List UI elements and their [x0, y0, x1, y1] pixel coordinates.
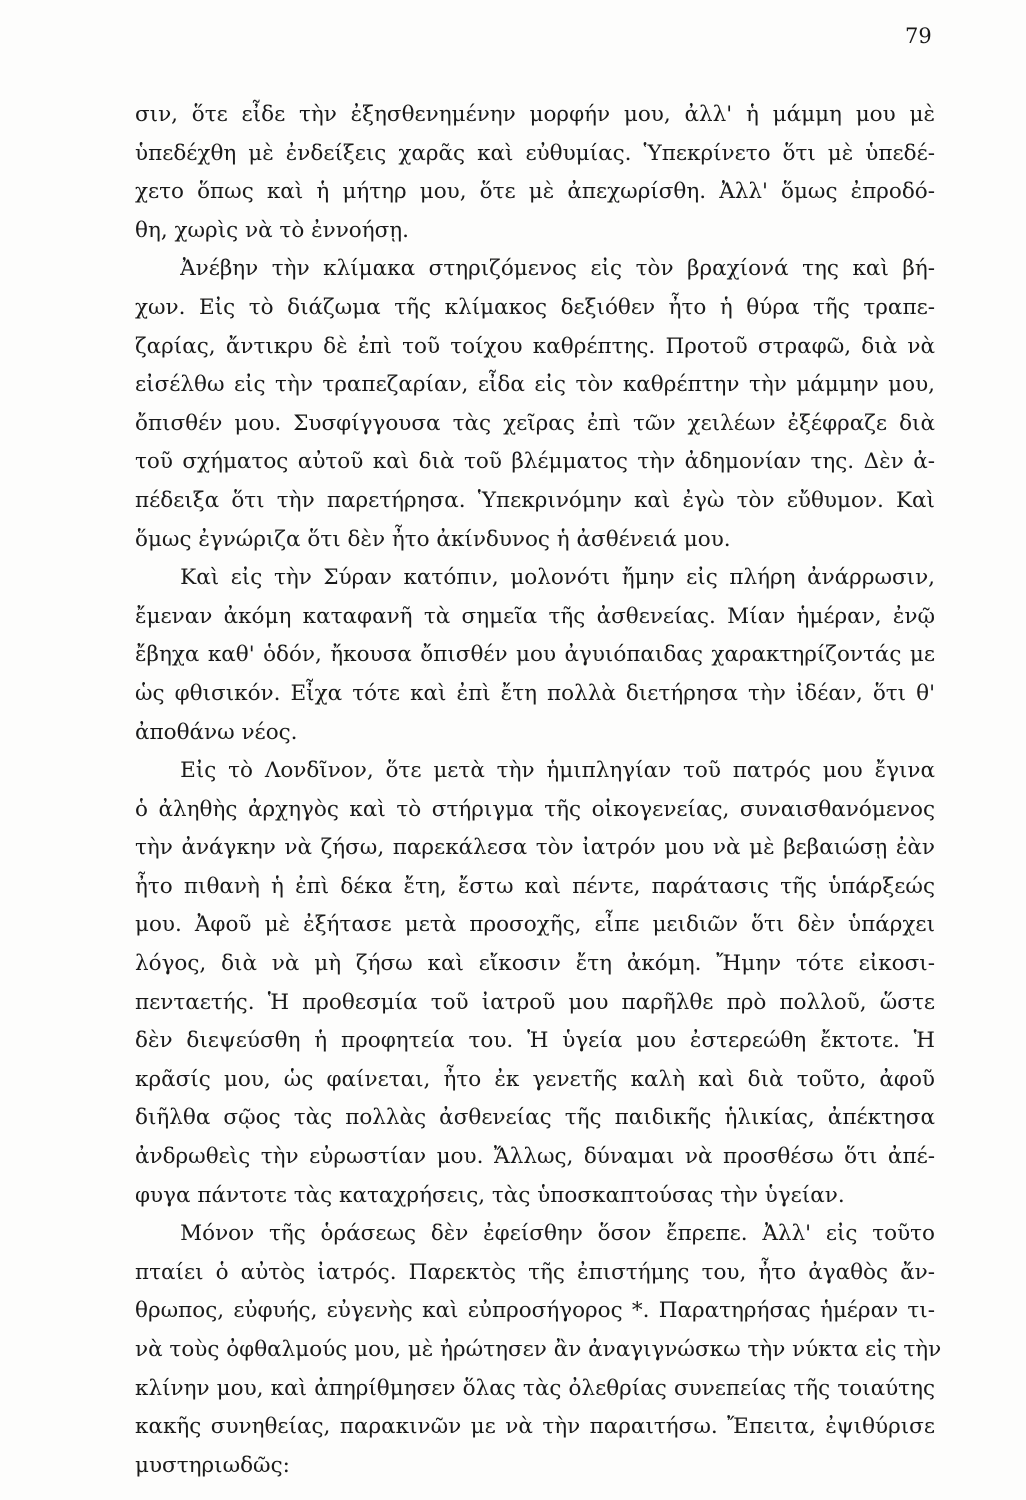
text-line: ἀποθάνω νέος.: [135, 719, 298, 745]
text-line: μυστηριωδῶς:: [135, 1452, 290, 1478]
text-line: σιν, ὅτε εἶδε τὴν ἐξησθενημένην μορφήν μου, ἀλλ' ἡ μάμμη μου μὲ: [135, 102, 935, 127]
text-line: πταίει ὁ αὐτὸς ἰατρός. Παρεκτὸς τῆς ἐπιστήμης του, ἦτο ἀγαθὸς ἄν-: [135, 1259, 935, 1285]
text-line: φυγα πάντοτε τὰς καταχρήσεις, τὰς ὑποσκαπτούσας τὴν ὑγείαν.: [135, 1182, 845, 1208]
text-line: ἀνδρωθεὶς τὴν εὐρωστίαν μου. Ἄλλως, δύναμαι νὰ προσθέσω ὅτι ἀπέ-: [135, 1144, 935, 1170]
text-line: Καὶ εἰς τὴν Σύραν κατόπιν, μολονότι ἤμην εἰς πλήρη ἀνάρρωσιν,: [180, 565, 935, 591]
text-line: διῆλθα σῷος τὰς πολλὰς ἀσθενείας τῆς παιδικῆς ἡλικίας, ἀπέκτησα: [135, 1105, 935, 1131]
text-line: θη, χωρὶς νὰ τὸ ἐννοήσῃ.: [135, 217, 409, 243]
text-line: κρᾶσίς μου, ὡς φαίνεται, ἦτο ἐκ γενετῆς καλὴ καὶ διὰ τοῦτο, ἀφοῦ: [135, 1066, 935, 1092]
text-line: χετο ὅπως καὶ ἡ μήτηρ μου, ὅτε μὲ ἀπεχωρίσθη. Ἀλλ' ὅμως ἐπροδό-: [135, 179, 935, 205]
text-line: πέδειξα ὅτι τὴν παρετήρησα. Ὑπεκρινόμην καὶ ἐγὼ τὸν εὔθυμον. Καὶ: [135, 487, 935, 513]
text-line: εἰσέλθω εἰς τὴν τραπεζαρίαν, εἶδα εἰς τὸν καθρέπτην τὴν μάμμην μου,: [135, 372, 935, 398]
text-line: Εἰς τὸ Λονδῖνον, ὅτε μετὰ τὴν ἡμιπληγίαν τοῦ πατρός μου ἔγινα: [180, 758, 935, 784]
text-line: ἔβηχα καθ' ὁδόν, ἤκουσα ὄπισθέν μου ἀγυιόπαιδας χαρακτηρίζοντάς με: [135, 642, 935, 668]
text-line: κλίνην μου, καὶ ἀπηρίθμησεν ὅλας τὰς ὀλεθρίας συνεπείας τῆς τοιαύτης: [135, 1375, 935, 1401]
text-line: Μόνον τῆς ὁράσεως δὲν ἐφείσθην ὅσον ἔπρεπε. Ἀλλ' εἰς τοῦτο: [180, 1221, 935, 1247]
text-line: ἦτο πιθανὴ ἡ ἐπὶ δέκα ἔτη, ἔστω καὶ πέντε, παράτασις τῆς ὑπάρξεώς: [135, 873, 935, 899]
text-line: ὡς φθισικόν. Εἶχα τότε καὶ ἐπὶ ἔτη πολλὰ διετήρησα τὴν ἰδέαν, ὅτι θ': [135, 680, 935, 706]
text-line: νὰ τοὺς ὀφθαλμούς μου, μὲ ἠρώτησεν ἂν ἀναγιγνώσκω τὴν νύκτα εἰς τὴν: [135, 1337, 942, 1362]
text-line: τοῦ σχήματος αὐτοῦ καὶ διὰ τοῦ βλέμματος τὴν ἀδημονίαν της. Δὲν ἀ-: [135, 449, 935, 475]
text-line: δὲν διεψεύσθη ἡ προφητεία του. Ἡ ὑγεία μου ἐστερεώθη ἔκτοτε. Ἡ: [135, 1028, 935, 1054]
body-text: [135, 96, 942, 1485]
text-line: τὴν ἀνάγκην νὰ ζήσω, παρεκάλεσα τὸν ἰατρόν μου νὰ μὲ βεβαιώσῃ ἐὰν: [135, 835, 935, 861]
text-line: ὁ ἀληθὴς ἀρχηγὸς καὶ τὸ στήριγμα τῆς οἰκογενείας, συναισθανόμενος: [135, 796, 935, 822]
text-line: ὑπεδέχθη μὲ ἐνδείξεις χαρᾶς καὶ εὐθυμίας. Ὑπεκρίνετο ὅτι μὲ ὑπεδέ-: [135, 140, 935, 166]
text-line: λόγος, διὰ νὰ μὴ ζήσω καὶ εἴκοσιν ἔτη ἀκόμη. Ἤμην τότε εἰκοσι-: [135, 951, 935, 977]
text-line: Ἀνέβην τὴν κλίμακα στηριζόμενος εἰς τὸν βραχίονά της καὶ βή-: [180, 256, 935, 282]
text-line: ἔμεναν ἀκόμη καταφανῆ τὰ σημεῖα τῆς ἀσθενείας. Μίαν ἡμέραν, ἐνῷ: [135, 603, 935, 629]
page-number: 79: [905, 24, 932, 48]
text-line: κακῆς συνηθείας, παρακινῶν με νὰ τὴν παραιτήσω. Ἔπειτα, ἐψιθύρισε: [135, 1414, 935, 1440]
text-line: χων. Εἰς τὸ διάζωμα τῆς κλίμακος δεξιόθεν ἦτο ἡ θύρα τῆς τραπε-: [135, 294, 935, 320]
text-line: πενταετής. Ἡ προθεσμία τοῦ ἰατροῦ μου παρῆλθε πρὸ πολλοῦ, ὥστε: [135, 989, 935, 1015]
text-line: θρωπος, εὐφυής, εὐγενὴς καὶ εὐπροσήγορος *. Παρατηρήσας ἡμέραν τι-: [135, 1298, 935, 1324]
text-line: μου. Ἀφοῦ μὲ ἐξήτασε μετὰ προσοχῆς, εἶπε μειδιῶν ὅτι δὲν ὑπάρχει: [135, 912, 935, 938]
text-line: ὅμως ἐγνώριζα ὅτι δὲν ἦτο ἀκίνδυνος ἡ ἀσθένειά μου.: [135, 526, 731, 552]
text-line: ζαρίας, ἄντικρυ δὲ ἐπὶ τοῦ τοίχου καθρέπτης. Προτοῦ στραφῶ, διὰ νὰ: [135, 333, 935, 359]
text-line: ὄπισθέν μου. Συσφίγγουσα τὰς χεῖρας ἐπὶ τῶν χειλέων ἐξέφραζε διὰ: [135, 410, 935, 436]
